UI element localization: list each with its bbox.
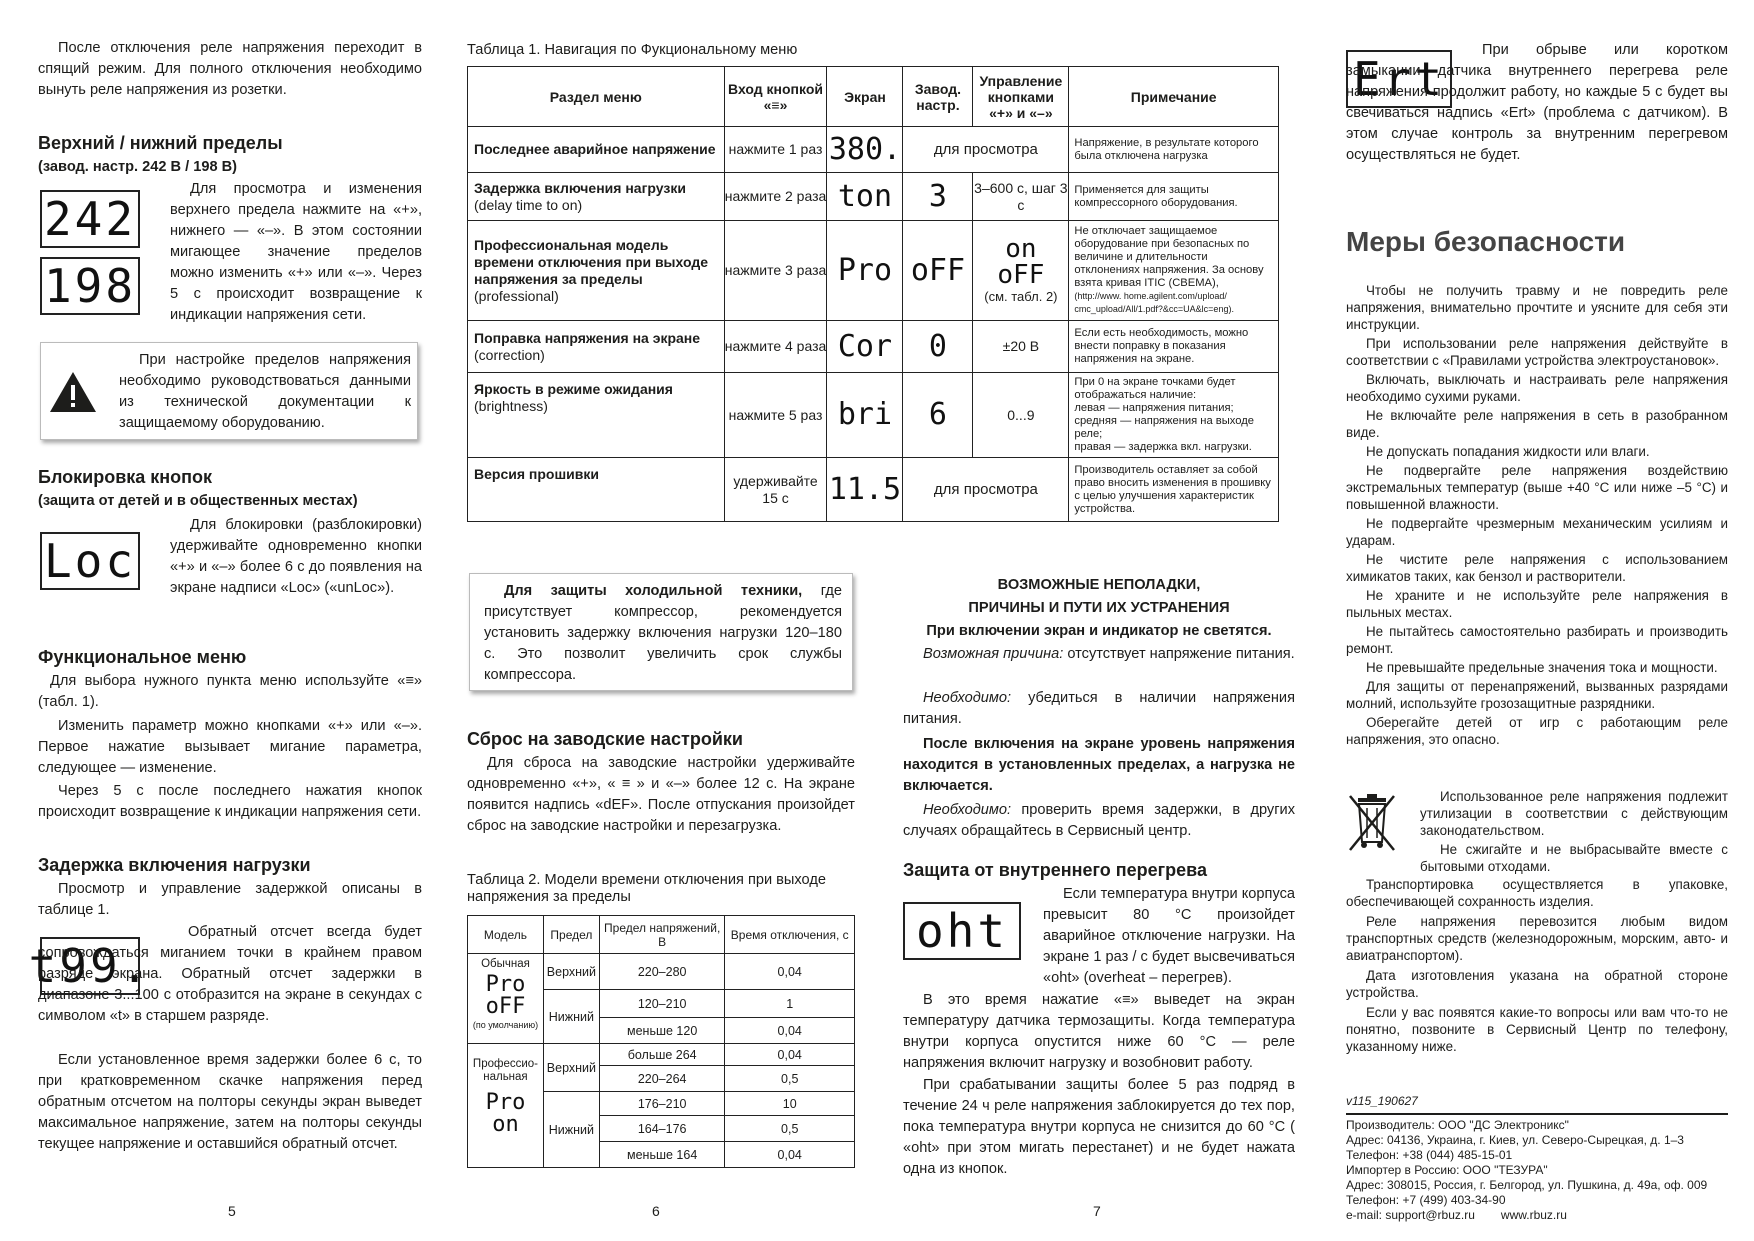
transport-text-2: Реле напряжения перевозится любым видом транспортных средств (железнодорожным, морским, авто- и авиатранспортом).: [1346, 914, 1728, 963]
producer-line: Адрес: 308015, Россия, г. Белгород, ул. Пушкина, д. 49а, оф. 009: [1346, 1178, 1708, 1192]
page-5: [28, 0, 422, 1241]
t2-cell: 0,04: [725, 1018, 855, 1044]
safety-item: Оберегайте детей от игр с работающим реле напряжения, это опасно.: [1346, 715, 1728, 747]
t2-cell: больше 264: [599, 1044, 725, 1066]
table1-header: Раздел меню: [468, 67, 725, 127]
t2-cell: 176–210: [599, 1092, 725, 1116]
row-title: Последнее аварийное напряжение: [474, 141, 716, 157]
lock-text: Для блокировки (разблокировки) удерживайте одновременно кнопки «+» и «–» более 6 с до появления на экране надписи «Loc» («unLoc»).: [170, 517, 422, 596]
safety-item: Не храните и не используйте реле напряжения в пыльных местах.: [1346, 588, 1728, 620]
table1-header: Вход кнопкой «≡»: [724, 67, 827, 127]
row-control: 0...9: [973, 373, 1069, 458]
menu-heading: Функциональное меню: [38, 647, 247, 667]
row-screen: Pro: [837, 252, 893, 288]
safety-item: Не допускать попадания жидкости или влаги.: [1366, 444, 1650, 459]
producer-line: Импортер в Россию: ООО "ТЕЗУРА": [1346, 1163, 1548, 1177]
row-subtitle: (brightness): [474, 398, 548, 414]
producer-line: Производитель: ООО "ДС Электроникс": [1346, 1118, 1569, 1132]
row-factory: oFF: [910, 252, 966, 288]
fault1-need-text: убедиться в наличии напряжения питания.: [903, 690, 1295, 727]
lcd-sensor-error: Ert: [1346, 50, 1452, 108]
delay-text-2: Обратный отсчет всегда будет сопровождаться миганием точки в крайнем правом разряде экрана. Обратный отсчет задержки в диапазоне 3...100 с отобразится на экране в секундах с символом «t» в старшем разряде.: [38, 924, 422, 1024]
table1-header: Управление кнопками «+» и «–»: [973, 67, 1069, 127]
limit-lower: Нижний: [543, 990, 599, 1044]
lcd-overheat: oht: [903, 902, 1021, 960]
t2-cell: 10: [725, 1092, 855, 1116]
version-label: v115_190627: [1346, 1094, 1418, 1108]
overheat-text-1: Если температура внутри корпуса превысит 80 °С произойдет аварийное отключение нагрузки. На экране 1 раз / с будет высвечиваться «oht» (overheat – перегрев).: [1043, 886, 1295, 986]
reset-heading: Сброс на заводские настройки: [467, 729, 743, 749]
menu-text-1: Для выбора нужного пункта меню используйте «≡» (табл. 1).: [38, 673, 422, 710]
limit-upper: Верхний: [543, 954, 599, 990]
safety-item: Включать, выключать и настраивать реле напряжения необходимо сухими руками.: [1346, 372, 1728, 404]
producer-line: Адрес: 04136, Украина, г. Киев, ул. Северо-Сырецкая, д. 1–3: [1346, 1133, 1684, 1147]
table2-caption: Таблица 2. Модели времени отключения при выходе напряжения за пределы: [467, 872, 826, 905]
fault1-need-label: Необходимо:: [923, 690, 1012, 706]
row-control: для просмотра: [903, 458, 1069, 522]
row-screen: bri: [837, 397, 893, 432]
transport-text-1: Транспортировка осуществляется в упаковке, обеспечивающей сохранность изделия.: [1346, 877, 1728, 909]
row-title: Поправка напряжения на экране: [474, 329, 701, 346]
t2-cell: 1: [725, 990, 855, 1018]
fault2-need: [903, 800, 1295, 842]
producer-info: [1346, 1118, 1728, 1223]
menu-text-2: Изменить параметр можно кнопками «+» или «–». Первое нажатие вызывает мигание параметра, следующее — изменение.: [38, 718, 422, 776]
limits-heading: Верхний / нижний пределы: [38, 133, 283, 153]
row-note: Не отключает защищаемое оборудование при безопасных по величине и длительности отклонениях напряжения. За основу взята кривая ITIC (CBEMA),: [1074, 225, 1264, 289]
safety-item: Чтобы не получить травму и не повредить реле напряжения, внимательно прочтите и уясните для себя эти инструкции.: [1346, 283, 1728, 332]
row-factory: 3: [928, 178, 947, 214]
t2-cell: 120–210: [599, 990, 725, 1018]
fridge-note-box: [469, 573, 853, 691]
row-screen: Cor: [837, 328, 893, 364]
limit-lower: Нижний: [543, 1092, 599, 1168]
model-pro-screen: on: [492, 1112, 519, 1137]
t2-cell: 0,04: [725, 1142, 855, 1168]
lock-subheading: (защита от детей и в общественных местах): [38, 493, 358, 509]
fault2-need-text: проверить время задержки, в других случаях обращайтесь в Сервисный центр.: [903, 802, 1295, 839]
t2-cell: меньше 120: [599, 1018, 725, 1044]
delay-heading: Задержка включения нагрузки: [38, 855, 311, 875]
row-subtitle: (professional): [474, 287, 559, 304]
row-entry: удерживайте 15 с: [724, 458, 827, 522]
fault1-cause-label: Возможная причина:: [923, 646, 1064, 662]
menu-text-3: Через 5 с после последнего нажатия кнопок происходит возвращение к индикации напряжения сети.: [38, 783, 422, 820]
row-factory: 6: [928, 397, 947, 432]
safety-item: Не включайте реле напряжения в сеть в разобранном виде.: [1346, 408, 1728, 440]
page-number: 5: [228, 1203, 236, 1219]
safety-item: Не пытайтесь самостоятельно разбирать и производить ремонт.: [1346, 624, 1728, 656]
page-7: [903, 0, 1295, 1241]
t2-cell: 220–280: [599, 954, 725, 990]
recycle-bin-icon: [1348, 792, 1396, 854]
table2: [467, 915, 855, 1168]
row-note: Если есть необходимость, можно внести поправку в показания напряжения на экране.: [1069, 321, 1279, 373]
model-normal-screen: Pro: [485, 972, 526, 997]
fault1-cause: [903, 644, 1295, 665]
limits-text: Для просмотра и изменения верхнего предела нажмите на «+», нижнего — «–». В этом состоянии мигающее значение пределов можно изменить «+» или «–». Через 5 с происходит возвращение к индикации напряжения сети.: [170, 181, 422, 323]
model-normal-screen: oFF: [485, 994, 526, 1019]
row-entry: нажмите 5 раз: [724, 373, 827, 458]
overheat-text-2: В это время нажатие «≡» выведет на экран температуру датчика термозащиты. Когда температура внутри корпуса опустится ниже 60 °С — реле напряжения включит нагрузку и возобновит работу.: [903, 992, 1295, 1071]
row-note: При 0 на экране точками будет отображаться наличие: левая — напряжения питания; средняя — напряжения на выходе реле; правая — задержка вкл. нагрузки.: [1069, 373, 1279, 458]
row-note: Производитель оставляет за собой право вносить изменения в прошивку с целью улучшения характеристик устройства.: [1069, 458, 1279, 522]
table2-header: Предел: [543, 916, 599, 954]
faults-heading: ВОЗМОЖНЫЕ НЕПОЛАДКИ,: [997, 577, 1201, 593]
page-number: 7: [1093, 1203, 1101, 1219]
limits-subheading: (завод. настр. 242 В / 198 В): [38, 159, 238, 175]
row-control: для просмотра: [903, 127, 1069, 173]
intro-text: После отключения реле напряжения переходит в спящий режим. Для полного отключения необходимо вынуть реле напряжения из розетки.: [38, 40, 422, 98]
row-title: Яркость в режиме ожидания: [474, 381, 673, 397]
t2-cell: 0,04: [725, 954, 855, 990]
fault2-title: После включения на экране уровень напряжения находится в установленных пределах, а нагрузка не включается.: [903, 736, 1295, 794]
table1-header: Завод. настр.: [903, 67, 973, 127]
lcd-lock: Loc: [40, 532, 140, 590]
lcd-lower-limit: 198: [40, 257, 140, 315]
row-note: Применяется для защиты компрессорного оборудования.: [1069, 173, 1279, 221]
delay-text-3: Если установленное время задержки более 6 с, то при кратковременном скачке напряжения перед обратным отсчетом на полторы секунды экран выведет максимальное напряжение, затем на полторы секунды текущее напряжение и оставшийся обратный отсчет.: [38, 1052, 422, 1152]
fridge-note: [484, 581, 842, 686]
limit-upper: Верхний: [543, 1044, 599, 1092]
producer-line: Телефон: +7 (499) 403-34-90: [1346, 1193, 1506, 1207]
email-link[interactable]: e-mail: support@rbuz.ru: [1346, 1208, 1475, 1222]
lcd-upper-limit: 242: [40, 190, 140, 248]
delay-text-1: Просмотр и управление задержкой описаны в таблице 1.: [38, 881, 422, 918]
fault1-cause-text: отсутствует напряжение питания.: [1063, 646, 1295, 662]
fault1-need: [903, 688, 1295, 730]
fridge-note-bold: Для защиты холодильной техники,: [504, 583, 803, 599]
lock-heading: Блокировка кнопок: [38, 467, 213, 487]
model-normal: Обычная: [481, 958, 530, 970]
t2-cell: 0,04: [725, 1044, 855, 1066]
site-link[interactable]: www.rbuz.ru: [1500, 1208, 1567, 1222]
safety-item: Для защиты от перенапряжений, вызванных разрядами молний, используйте грозозащитные разрядники.: [1346, 679, 1728, 711]
table1-header: Примечание: [1069, 67, 1279, 127]
overheat-heading: Защита от внутреннего перегрева: [903, 860, 1207, 880]
safety-item: Не подвергайте чрезмерным механическим усилиям и ударам.: [1346, 516, 1728, 548]
row-title: Задержка включения нагрузки: [474, 179, 686, 196]
row-screen: ton: [837, 178, 893, 214]
row-subtitle: (correction): [474, 346, 545, 363]
row-control-sub: (см. табл. 2): [984, 289, 1058, 304]
t2-cell: 164–176: [599, 1116, 725, 1142]
fault1-title: При включении экран и индикатор не светятся.: [926, 623, 1272, 639]
safety-item: При использовании реле напряжения действуйте в соответствии с «Правилами устройства электроустановок».: [1346, 336, 1728, 368]
safety-item: Не подвергайте реле напряжения воздействию экстремальных температур (выше +40 °С или ниже –5 °С) и повышенной влажности.: [1346, 463, 1728, 512]
recycle-text-2: Не сжигайте и не выбрасывайте вместе с бытовыми отходами.: [1420, 842, 1728, 874]
warning-text: При настройке пределов напряжения необходимо руководствоваться данными из технической документации к защищаемому оборудованию.: [119, 352, 411, 431]
divider: [1346, 1113, 1728, 1115]
warning-icon: [48, 370, 98, 414]
t2-cell: 0,5: [725, 1066, 855, 1092]
warning-box: [40, 342, 418, 440]
model-pro-screen: Pro: [485, 1090, 526, 1115]
row-entry: нажмите 2 раза: [724, 173, 827, 221]
row-control: on oFF: [997, 234, 1045, 290]
t2-cell: меньше 164: [599, 1142, 725, 1168]
model-pro: Профессио-нальная: [472, 1058, 538, 1083]
faults-heading: ПРИЧИНЫ И ПУТИ ИХ УСТРАНЕНИЯ: [968, 600, 1230, 616]
fault2-need-label: Необходимо:: [923, 802, 1012, 818]
reset-text: Для сброса на заводские настройки удерживайте одновременно «+», « ≡ » и «–» более 12 с. На экране появится надпись «dEF». После отпускания произойдет сброс на заводские настройки и перезагрузка.: [467, 755, 855, 834]
fridge-note-text: где присутствует компрессор, рекомендуется установить задержку включения нагрузки 120–180 с. Это позволит увеличить срок службы компрессора.: [484, 583, 842, 683]
page-number: 6: [652, 1203, 660, 1219]
row-title: Версия прошивки: [474, 466, 599, 482]
row-note: Напряжение, в результате которого была отключена нагрузка: [1069, 127, 1279, 173]
row-note-url: (http://www. home.agilent.com/upload/ cmc_upload/All/1.pdf?&cc=UA&lc=eng).: [1074, 291, 1234, 314]
producer-line: Телефон: +38 (044) 485-15-01: [1346, 1148, 1513, 1162]
row-factory: 0: [928, 328, 947, 364]
table2-header: Время отключения, с: [725, 916, 855, 954]
safety-heading: Меры безопасности: [1346, 226, 1626, 257]
table1-caption: Таблица 1. Навигация по Фукциональному меню: [467, 42, 798, 58]
row-screen: 380.: [828, 131, 902, 167]
safety-item: Не чистите реле напряжения с использованием химикатов таких, как бензол и растворители.: [1346, 552, 1728, 584]
table1-header: Экран: [827, 67, 903, 127]
lcd-delay: t99.: [28, 939, 152, 993]
table2-header: Предел напряжений, В: [599, 916, 725, 954]
model-normal-default: (по умолчанию): [472, 1020, 539, 1030]
row-screen: 11.5: [828, 471, 902, 507]
recycle-text: [1420, 788, 1728, 875]
row-entry: нажмите 3 раза: [724, 221, 827, 321]
transport-text: [1346, 876, 1728, 1055]
t2-cell: 220–264: [599, 1066, 725, 1092]
page-8: [1346, 0, 1728, 1241]
row-title: Профессиональная модель времени отключения при выходе напряжения за пределы: [474, 236, 708, 287]
row-entry: нажмите 4 раза: [724, 321, 827, 373]
questions-text: Если у вас появятся какие-то вопросы или вам что-то не понятно, позвоните в Сервисный Центр по телефону, указанному ниже.: [1346, 1005, 1728, 1054]
table2-header: Модель: [468, 916, 544, 954]
row-control: ±20 В: [973, 321, 1069, 373]
overheat-text-3: При срабатывании защиты более 5 раз подряд в течение 24 ч реле напряжения заблокируется до тех пор, пока температура внутри корпуса не снизится до 60 °С ( «oht» при этом мигать перестанет) и не будет нажата одна из кнопок.: [903, 1077, 1295, 1177]
safety-item: Не превышайте предельные значения тока и мощности.: [1366, 660, 1718, 675]
row-subtitle: (delay time to on): [474, 196, 583, 213]
row-control: 3–600 с, шаг 3 с: [973, 173, 1069, 221]
date-text: Дата изготовления указана на обратной стороне устройства.: [1346, 968, 1728, 1000]
safety-list: [1346, 282, 1728, 750]
t2-cell: 0,5: [725, 1116, 855, 1142]
recycle-text-1: Использованное реле напряжения подлежит утилизации в соответствии с действующим законодательством.: [1420, 789, 1728, 838]
sensor-error-text: При обрыве или коротком замыкании датчика внутреннего перегрева реле напряжения продолжит работу, но каждые 5 с будет вы свечиваться надпись «Ert» (проблема с датчиком). В этом случае контроль за внутренним перегревом осуществляться не будет.: [1346, 42, 1728, 163]
row-entry: нажмите 1 раз: [724, 127, 827, 173]
